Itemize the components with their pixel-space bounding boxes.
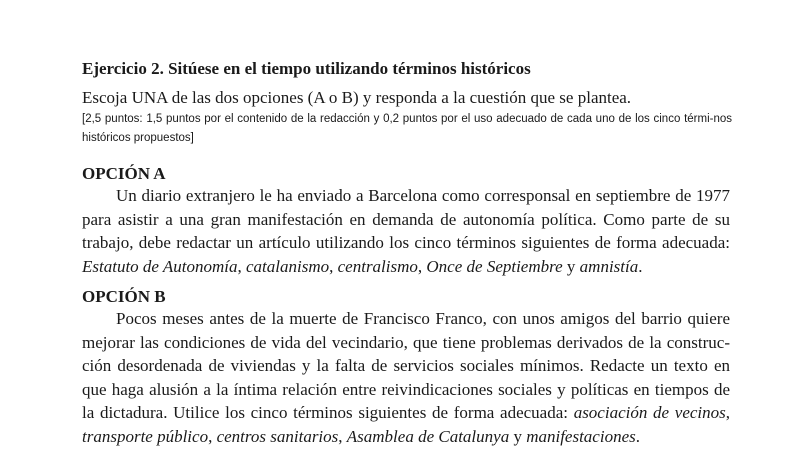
exercise-instructions: Escoja UNA de las dos opciones (A o B) y responda a la cuestión que se plantea.: [82, 88, 632, 107]
option-b-term: centros sanitarios: [216, 426, 339, 446]
separator: ,: [725, 403, 730, 422]
separator: ,: [208, 426, 217, 446]
option-a-text: [82, 184, 730, 278]
separator: y: [562, 256, 580, 276]
option-a-term: Once de Septiembre: [426, 256, 563, 276]
option-a-term: centralismo: [337, 256, 418, 276]
option-a-term: Estatuto de Autonomía: [82, 256, 238, 276]
exercise-title: Ejercicio 2. Sitúese en el tiempo utilizando términos históricos: [82, 59, 531, 78]
option-b-text: [82, 307, 730, 448]
option-a-intro: Un diario extranjero le ha enviado a Barcelona como corresponsal en septiembre de 1977 para asistir a una gran manifestación en demanda de autonomía política. Como parte de su trabajo, debe redactar un artículo utilizando los cinco términos siguientes de forma adecuada:: [82, 186, 730, 252]
separator: ,: [338, 426, 347, 446]
option-b-term: Asamblea de Catalunya: [346, 426, 510, 446]
option-b-term: transporte público: [82, 426, 209, 446]
option-b-heading: OPCIÓN B: [82, 287, 166, 306]
period: .: [635, 426, 640, 446]
period: .: [638, 256, 643, 276]
separator: ,: [329, 256, 338, 276]
option-b-term: manifestaciones: [526, 426, 636, 446]
option-a-term: catalanismo: [246, 256, 330, 276]
option-a-term: amnistía: [579, 256, 639, 276]
separator: ,: [237, 256, 247, 276]
option-b-term: asociación de vecinos: [573, 403, 726, 422]
separator: ,: [417, 256, 427, 276]
option-a-heading: OPCIÓN A: [82, 164, 166, 183]
separator: y: [509, 426, 527, 446]
option-b-intro: Pocos meses antes de la muerte de Francisco Franco, con unos amigos del barrio quiere mejorar las condiciones de vida del vecindario, que tiene problemas derivados de la construc-ción desordenada de viviendas y la falta de servicios sociales mínimos. Redacte un texto en que haga alusión a la íntima relación entre reivindicaciones sociales y políticas en tiempos de la dictadura. Utilice los cinco términos siguientes de forma adecuada:: [82, 309, 730, 422]
points-note: [2,5 puntos: 1,5 puntos por el contenido de la redacción y 0,2 puntos por el uso adecuado de cada uno de los cinco térmi-nos históricos propuestos]: [82, 113, 732, 144]
